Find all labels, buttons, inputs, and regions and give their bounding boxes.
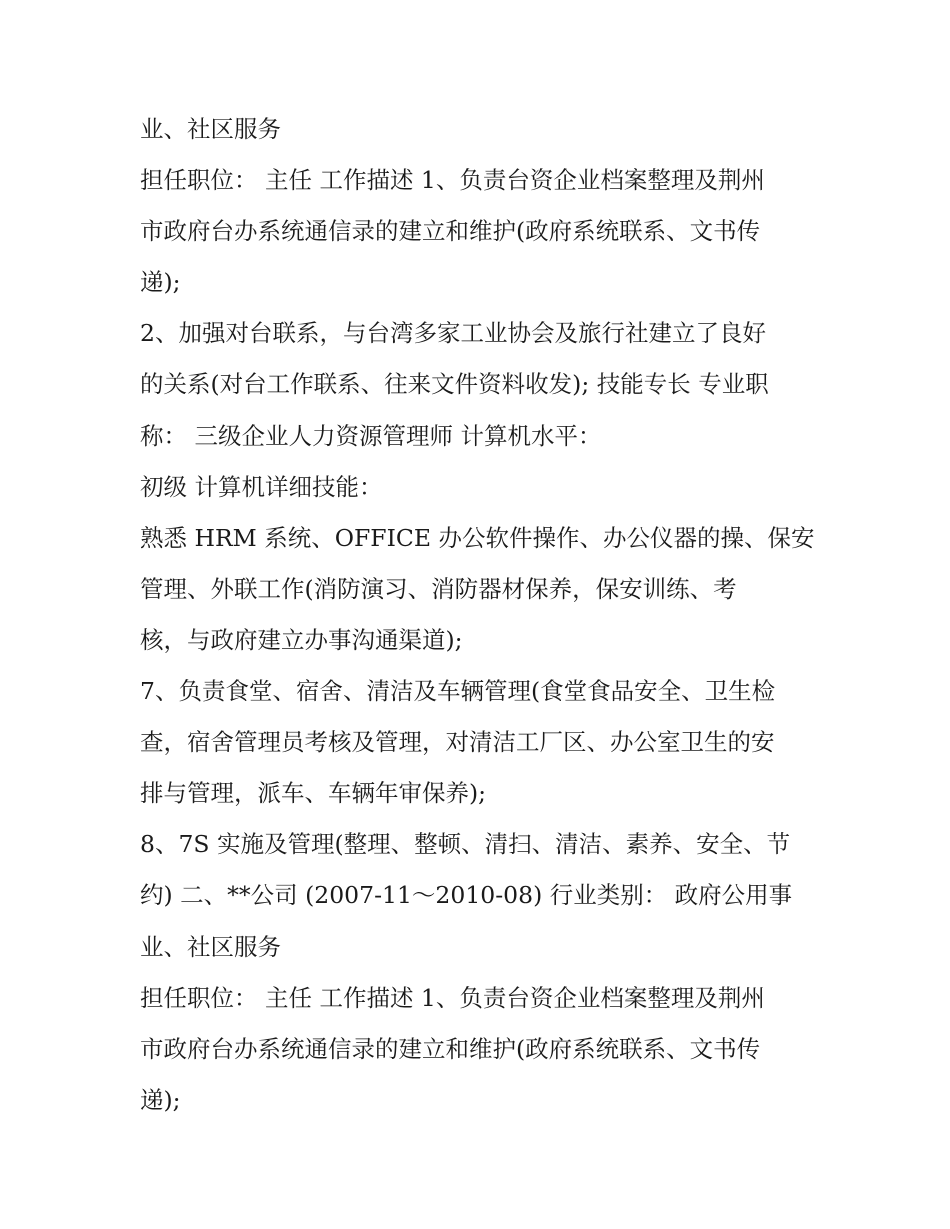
document-body (140, 104, 820, 1126)
text-line: 排与管理，派车、车辆年审保养); (140, 779, 487, 808)
text-line: 2、加强对台联系，与台湾多家工业协会及旅行社建立了良好 (140, 319, 766, 348)
text-line: 约) 二、**公司 (2007-11～2010-08) 行业类别： 政府公用事 (140, 881, 793, 910)
text-line: 熟悉 HRM 系统、OFFICE 办公软件操作、办公仪器的操、保安 (140, 523, 815, 552)
text-line: 查，宿舍管理员考核及管理，对清洁工厂区、办公室卫生的安 (140, 728, 775, 757)
text-line: 市政府台办系统通信录的建立和维护(政府系统联系、文书传 (140, 217, 761, 246)
text-line: 业、社区服务 (140, 115, 281, 143)
text-line: 核，与政府建立办事沟通渠道); (140, 625, 463, 654)
text-line: 递); (140, 268, 181, 297)
text-line: 递); (140, 1085, 181, 1114)
text-line: 担任职位： 主任 工作描述 1、负责台资企业档案整理及荆州 (140, 983, 765, 1012)
text-line: 称： 三级企业人力资源管理师 计算机水平： (140, 421, 602, 450)
text-line: 初级 计算机详细技能： (140, 472, 383, 501)
text-line: 市政府台办系统通信录的建立和维护(政府系统联系、文书传 (140, 1034, 761, 1063)
text-line: 担任职位： 主任 工作描述 1、负责台资企业档案整理及荆州 (140, 166, 765, 195)
text-line: 8、7S 实施及管理(整理、整顿、清扫、清洁、素养、安全、节 (140, 830, 791, 859)
text-line: 的关系(对台工作联系、往来文件资料收发); 技能专长 专业职 (140, 370, 769, 399)
text-line: 业、社区服务 (140, 932, 281, 961)
text-line: 7、负责食堂、宿舍、清洁及车辆管理(食堂食品安全、卫生检 (140, 677, 776, 706)
text-line: 管理、外联工作(消防演习、消防器材保养，保安训练、考 (140, 574, 737, 603)
